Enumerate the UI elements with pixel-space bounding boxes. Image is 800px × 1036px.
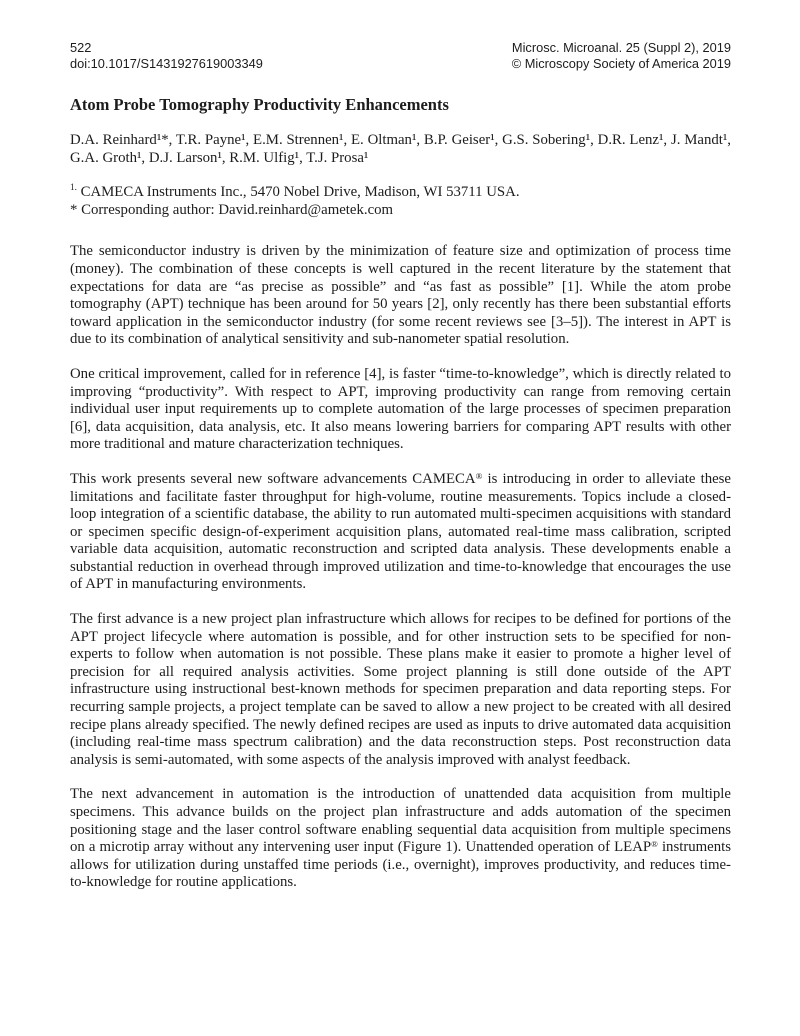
paragraph-5: The next advancement in automation is the introduction of unattended data acquisition from multiple specimens. This advance builds on the project plan infrastructure and adds automation of the specimen positioning stage and the laser control software enabling sequential data acquisition from multiple specimens on a microtip array without any intervening user input (Figure 1). Unattended operation of LEAP® instruments allows for utilization during unstaffed time periods (i.e., overnight), improves productivity, and reduces time-to-knowledge for routine applications. bbox=[70, 786, 731, 891]
author-list: D.A. Reinhard¹*, T.R. Payne¹, E.M. Strennen¹, E. Oltman¹, B.P. Geiser¹, G.S. Sobering¹, D.R. Lenz¹, J. Mandt¹, G.A. Groth¹, D.J. Larson¹, R.M. Ulfig¹, T.J. Prosa¹ bbox=[70, 132, 731, 166]
affiliation-marker: 1. bbox=[70, 182, 77, 193]
header-left bbox=[70, 40, 263, 72]
paragraph-1: The semiconductor industry is driven by the minimization of feature size and optimization of process time (money). The combination of these concepts is well captured in the recent literature by the statement that expectations for data are “as precise as possible” and “as fast as possible” [1]. While the atom probe tomography (APT) technique has been around for 50 years [2], only recently has there been substantial efforts toward application in the semiconductor industry (for some recent reviews see [3–5]). The interest in APT is due to its combination of analytical sensitivity and sub-nanometer spatial resolution. bbox=[70, 243, 731, 348]
doi: doi:10.1017/S1431927619003349 bbox=[70, 56, 263, 71]
paragraph-3: This work presents several new software advancements CAMECA® is introducing in order to alleviate these limitations and facilitate faster throughput for high-volume, routine measurements. Topics include a closed-loop integration of a scientific database, the ability to run automated multi-specimen acquisitions with standard or specimen specific design-of-experiment acquisition plans, automated real-time mass calibration, scripted variable data acquisition, automatic reconstruction and scripted data analysis. These developments enable a substantial reduction in overhead through improved utilization and time-to-knowledge that encourages the use of APT in manufacturing environments. bbox=[70, 470, 731, 593]
article-title: Atom Probe Tomography Productivity Enhancements bbox=[70, 95, 449, 114]
affiliation bbox=[70, 184, 731, 219]
affiliation-text: CAMECA Instruments Inc., 5470 Nobel Drive, Madison, WI 53711 USA. bbox=[80, 184, 520, 201]
journal-citation: Microsc. Microanal. 25 (Suppl 2), 2019 bbox=[511, 40, 731, 55]
paragraph-4: The first advance is a new project plan infrastructure which allows for recipes to be defined for portions of the APT project lifecycle where automation is possible, and for other instruction sets to be specified for non-experts to follow when automation is not possible. These plans make it easier to promote a higher level of precision for all required analysis activities. Some project planning is still done outside of the APT infrastructure using instructional best-known methods for specimen preparation and data reporting steps. For recurring sample projects, a project template can be saved to allow a new project to be created with all desired recipe plans already specified. The newly defined recipes are used as inputs to drive automated data acquisition (including real-time mass spectrum calibration) and the data reconstruction steps. Post reconstruction data analysis is semi-automated, with some aspects of the analysis improved with analyst feedback. bbox=[70, 611, 731, 768]
running-header bbox=[70, 40, 731, 72]
header-right bbox=[512, 40, 731, 72]
paragraph-2: One critical improvement, called for in reference [4], is faster “time-to-knowledge”, which is directly related to improving “productivity”. With respect to APT, improving productivity can range from removing certain individual user input requirements up to complete automation of the large processes of specimen preparation [6], data acquisition, data analysis, etc. It also means lowering barriers for comparing APT results with other more traditional and mature characterization techniques. bbox=[70, 365, 731, 453]
copyright-notice: © Microscopy Society of America 2019 bbox=[511, 56, 731, 71]
page-number: 522 bbox=[70, 40, 92, 55]
corresponding-author: * Corresponding author: David.reinhard@ametek.com bbox=[70, 201, 394, 218]
